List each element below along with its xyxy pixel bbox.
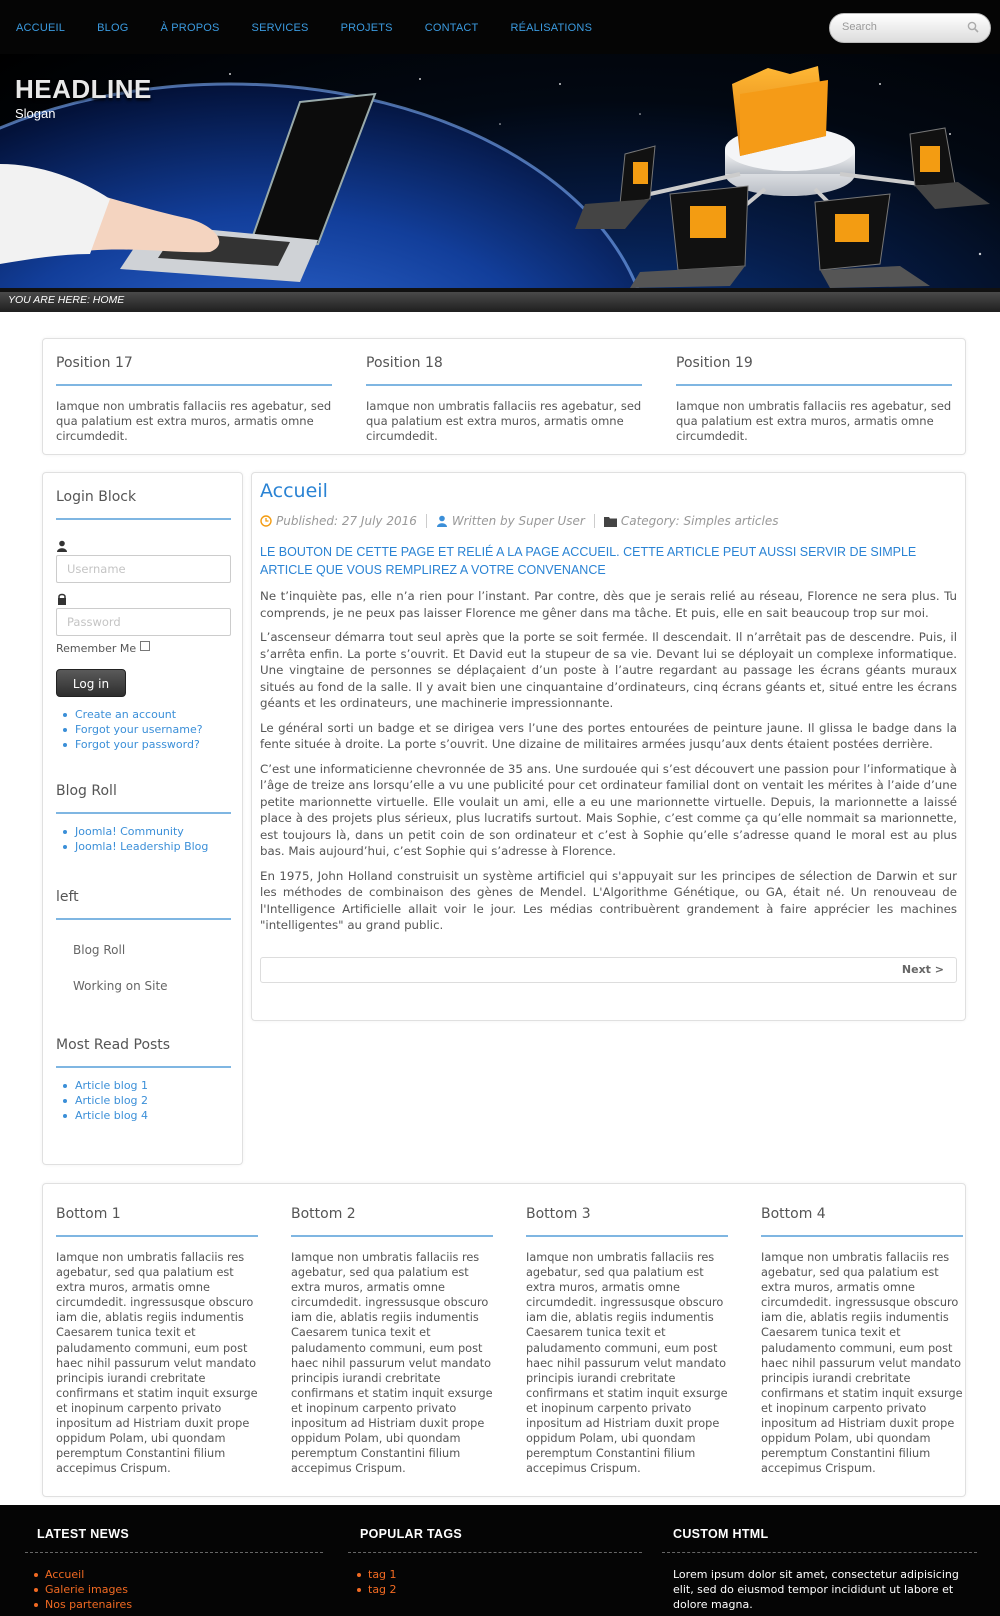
article-lead: LE BOUTON DE CETTE PAGE ET RELIÉ A LA PAGE ACCUEIL. CETTE ARTICLE PEUT AUSSI SERVIR DE SIMPLE ARTICLE QUE VOUS REMPLIREZ A VOTRE CONVENANCE [260,545,917,577]
most-read-link[interactable]: Article blog 2 [56,1093,231,1108]
search-input[interactable] [842,21,962,33]
position-17-module [56,355,332,444]
header-banner [0,54,1000,288]
module-text: Iamque non umbratis fallaciis res agebatur, sed qua palatium est extra muros, armatis omne circumdedit. ingressusque obscuro iam die, ablatis regiis indumentis Caesarem tunica texit et paludamento communi, eum post haec nihil passurum velut mandato principis iurandi crebritate confirmans et statim inquit exsurge et inopinum carpento privato inpositum ad Histriam duxit prope oppidum Polam, ubi quondam peremptum Constantini filium accepimus Crispum. [291,1251,493,1476]
nav-item-contact[interactable]: CONTACT [424,22,479,34]
remember-me-label: Remember Me [56,642,137,655]
most-read-links [56,1078,231,1123]
nav-item-blog[interactable]: BLOG [97,22,129,34]
article-paragraph: L’ascenseur démarra tout seul après que la porte se soit fermée. Il descendait. Il n’arrêtait pas de descendre. Puis, il s’arrêta enfin. La porte s’ouvrit. Et David eut la stupeur de sa vie. Devant lui se déployait un complexe informatique. Une vingtaine de personnes se déplaçaient d’un poste à l’autre regardant au passage les écrans géants muraux situés au fond de la salle. Il y avait bien une cinquantaine d’ordinateurs, cinq écrans géants et, situé entre les écrans géants et les ordinateurs, une machinerie impressionnante. [260,630,957,710]
latest-news-link[interactable]: Galerie images [25,1582,323,1597]
nav-item-projets[interactable]: PROJETS [340,22,393,34]
article-body [260,588,957,942]
module-text: Iamque non umbratis fallaciis res agebatur, sed qua palatium est extra muros, armatis omne circumdedit. [366,399,642,443]
login-title: Login Block [56,489,231,520]
nav-item-services[interactable]: SERVICES [251,22,309,34]
user-icon [56,540,68,552]
search-box [829,13,991,43]
article-paragraph: Ne t’inquiète pas, elle n’a rien pour l’instant. Par contre, dès que je serais relié au réseau, Florence ne sera plus. Tu comprends, je ne peux pas laisser Florence me gêner dans ma tâche. Et puis, elle en sait beaucoup trop sur moi. [260,589,957,620]
blog-roll-links [56,824,231,854]
main-article [251,472,966,1021]
top-navigation [0,0,1000,54]
password-input[interactable] [56,608,231,636]
site-slogan: Slogan [15,106,56,121]
breadcrumb [0,288,1000,312]
module-title: Bottom 2 [291,1206,493,1237]
site-headline[interactable]: HEADLINE [15,74,152,104]
bottom-1-module [56,1206,258,1476]
left-menu-module [56,889,231,1010]
most-read-link[interactable]: Article blog 1 [56,1078,231,1093]
article-meta [260,514,778,528]
module-text: Iamque non umbratis fallaciis res agebatur, sed qua palatium est extra muros, armatis omne circumdedit. [56,399,332,443]
nav-item-realisations[interactable]: RÉALISATIONS [510,22,593,34]
bottom-2-module [291,1206,493,1476]
meta-divider [594,514,595,528]
meta-divider [426,514,427,528]
published-date: Published: 27 July 2016 [276,514,417,528]
login-button[interactable]: Log in [56,669,126,697]
breadcrumb-text: YOU ARE HERE: HOME [8,294,125,306]
article-title[interactable]: Accueil [260,480,328,502]
tag-link[interactable]: tag 1 [348,1567,642,1582]
forgot-username-link[interactable]: Forgot your username? [56,722,231,737]
left-menu-item-blog-roll[interactable]: Blog Roll [73,943,126,957]
left-sidebar [42,472,243,1165]
blog-roll-title: Blog Roll [56,783,231,814]
latest-news-link[interactable]: Nos partenaires [25,1597,323,1612]
position-18-module [366,355,642,444]
popular-tags-links [348,1567,642,1597]
custom-html-text: Lorem ipsum dolor sit amet, consectetur adipisicing elit, sed do eiusmod tempor incididunt ut labore et dolore magna. [673,1568,959,1611]
remember-me-checkbox[interactable] [140,641,150,651]
bottom-4-module [761,1206,963,1476]
article-pager [260,957,957,983]
next-button[interactable]: Next > [901,963,944,976]
most-read-link[interactable]: Article blog 4 [56,1108,231,1123]
clock-icon [260,515,272,527]
popular-tags-module [348,1527,642,1597]
dotted-divider [348,1551,642,1553]
left-menu-item-working-on-site[interactable]: Working on Site [73,979,168,993]
article-paragraph: C’est une informaticienne chevronnée de 35 ans. Une surdouée qui s’est découvert une passion pour l’informatique à l’âge de treize ans lorsqu’elle a vu une publicité pour cet ordinateur familial dont on ventait les mérites à l’aide d’une petite marionnette virtuelle. Elle voulait un ami, elle a eu une marionnette virtuelle. Depuis, la marionnette a laissé place à des projets plus sérieux, plus lucratifs surtout. Mais Sophie, c’est comme ça qu’elle nommait sa marionnette, est toujours là, dans un petit coin de son ordinateur et c’est à Sophie qu’elle s’adresse quand le moral est au plus bas. Mais aujourd’hui, c’est Sophie qui s’adresse à Florence. [260,761,957,858]
login-module [56,489,231,752]
main-menu [0,0,608,54]
blog-roll-link[interactable]: Joomla! Leadership Blog [56,839,231,854]
username-input[interactable] [56,555,231,583]
latest-news-link[interactable]: Accueil [25,1567,323,1582]
top-positions-panel [42,338,966,455]
module-title: Bottom 1 [56,1206,258,1237]
module-text: Iamque non umbratis fallaciis res agebatur, sed qua palatium est extra muros, armatis omne circumdedit. ingressusque obscuro iam die, ablatis regiis indumentis Caesarem tunica texit et paludamento communi, eum post haec nihil passurum velut mandato principis iurandi crebritate confirmans et statim inquit exsurge et inopinum carpento privato inpositum ad Histriam duxit prope oppidum Polam, ubi quondam peremptum Constantini filium accepimus Crispum. [526,1251,728,1476]
module-title: Position 18 [366,355,642,386]
module-title: Bottom 3 [526,1206,728,1237]
forgot-password-link[interactable]: Forgot your password? [56,737,231,752]
nav-item-a-propos[interactable]: À PROPOS [160,22,220,34]
dotted-divider [25,1551,323,1553]
login-links [56,707,231,752]
search-icon[interactable] [967,21,979,33]
module-text: Iamque non umbratis fallaciis res agebatur, sed qua palatium est extra muros, armatis omne circumdedit. [676,399,952,443]
custom-html-module [662,1527,977,1612]
latest-news-links [25,1567,323,1612]
position-19-module [676,355,952,444]
author-icon [436,515,448,527]
left-menu-list [56,938,231,1010]
module-title: Position 17 [56,355,332,386]
article-author: Written by Super User [451,514,585,528]
blog-roll-link[interactable]: Joomla! Community [56,824,231,839]
latest-news-title: LATEST NEWS [37,1527,129,1541]
article-category[interactable]: Category: Simples articles [620,514,779,528]
dotted-divider [662,1551,977,1553]
tag-link[interactable]: tag 2 [348,1582,642,1597]
most-read-module [56,1037,231,1123]
module-title: Position 19 [676,355,952,386]
popular-tags-title: POPULAR TAGS [360,1527,462,1541]
article-paragraph: En 1975, John Holland construisit un système artificiel qui s'appuyait sur les principes de sélection de Darwin et sur les méthodes de combinaison des gènes de Mendel. L'Algorithme Génétique, ou GA, était né. Un renouveau de l'Intelligence Artificielle allait voir le jour. Les médias contribuèrent grandement à faire apprécier les machines "intelligentes" au grand public. [260,868,957,932]
lock-icon [56,593,68,605]
remember-me-row [56,642,231,655]
left-menu-title: left [56,889,231,920]
folder-icon [604,516,617,527]
bottom-panel [42,1183,966,1497]
article-paragraph: Le général sorti un badge et se dirigea vers l’une des portes entourées de peinture jaune. Il glissa le badge dans la fente située à droite. La porte s’ouvrit. Une dizaine de militaires armées jusqu’aux dents étaient postées derrière. [260,720,957,751]
module-text: Iamque non umbratis fallaciis res agebatur, sed qua palatium est extra muros, armatis omne circumdedit. ingressusque obscuro iam die, ablatis regiis indumentis Caesarem tunica texit et paludamento communi, eum post haec nihil passurum velut mandato principis iurandi crebritate confirmans et statim inquit exsurge et inopinum carpento privato inpositum ad Histriam duxit prope oppidum Polam, ubi quondam peremptum Constantini filium accepimus Crispum. [56,1251,258,1476]
module-title: Bottom 4 [761,1206,963,1237]
most-read-title: Most Read Posts [56,1037,231,1068]
custom-html-title: CUSTOM HTML [673,1527,769,1541]
site-footer [0,1505,1000,1616]
blog-roll-module [56,783,231,854]
nav-item-accueil[interactable]: ACCUEIL [16,22,66,34]
latest-news-module [25,1527,323,1612]
create-account-link[interactable]: Create an account [56,707,231,722]
bottom-3-module [526,1206,728,1476]
module-text: Iamque non umbratis fallaciis res agebatur, sed qua palatium est extra muros, armatis omne circumdedit. ingressusque obscuro iam die, ablatis regiis indumentis Caesarem tunica texit et paludamento communi, eum post haec nihil passurum velut mandato principis iurandi crebritate confirmans et statim inquit exsurge et inopinum carpento privato inpositum ad Histriam duxit prope oppidum Polam, ubi quondam peremptum Constantini filium accepimus Crispum. [761,1251,963,1476]
